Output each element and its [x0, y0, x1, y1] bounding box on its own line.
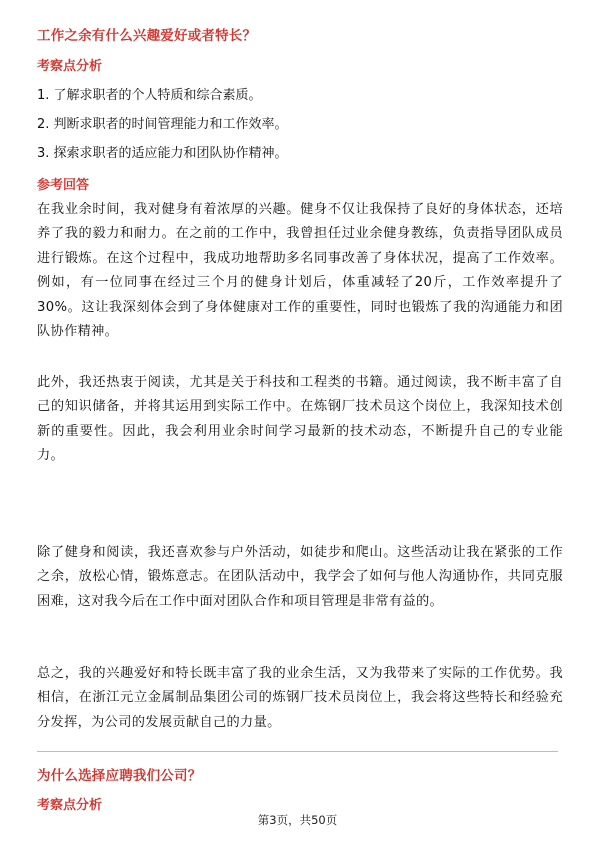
answer-heading: 参考回答 [37, 178, 90, 193]
analysis-point: 3. 探索求职者的适应能力和团队协作精神。 [37, 146, 288, 161]
analysis-heading: 考察点分析 [37, 59, 103, 74]
question-title: 工作之余有什么兴趣爱好或者特长？ [37, 28, 257, 44]
analysis-point: 1. 了解求职者的个人特质和综合素质。 [37, 88, 262, 103]
answer-paragraph: 除了健身和阅读，我还喜欢参与户外活动，如徒步和爬山。这些活动让我在紧张的工作之余，放松心情，锻炼意志。在团队活动中，我学会了如何与他人沟通协作，共同克服困难，这对我今后在工作中面对团队合作和项目管理是非常有益的。 [37, 545, 563, 609]
answer-paragraph: 在我业余时间，我对健身有着浓厚的兴趣。健身不仅让我保持了良好的身体状态，还培养了我的毅力和耐力。在之前的工作中，我曾担任过业余健身教练，负责指导团队成员进行锻炼。在这个过程中，我成功地帮助多名同事改善了身体状况，提高了工作效率。例如，有一位同事在经过三个月的健身计划后，体重减轻了20斤，工作效率提升了30%。这让我深刻体会到了身体健康对工作的重要性，同时也锻炼了我的沟通能力和团队协作精神。 [37, 202, 563, 340]
analysis-point: 2. 判断求职者的时间管理能力和工作效率。 [37, 117, 288, 132]
answer-paragraph: 总之，我的兴趣爱好和特长既丰富了我的业余生活，又为我带来了实际的工作优势。我相信，在浙江元立金属制品集团公司的炼钢厂技术员岗位上，我会将这些特长和经验充分发挥，为公司的发展贡献自己的力量。 [37, 666, 563, 730]
page-number: 第3页，共50页 [257, 813, 338, 827]
analysis-heading: 考察点分析 [37, 798, 103, 813]
section-divider [37, 751, 558, 752]
question-title: 为什么选择应聘我们公司？ [37, 768, 202, 784]
answer-paragraph: 此外，我还热衷于阅读，尤其是关于科技和工程类的书籍。通过阅读，我不断丰富了自己的知识储备，并将其运用到实际工作中。在炼钢厂技术员这个岗位上，我深知技术创新的重要性。因此，我会利用业余时间学习最新的技术动态，不断提升自己的专业能力。 [37, 375, 563, 464]
